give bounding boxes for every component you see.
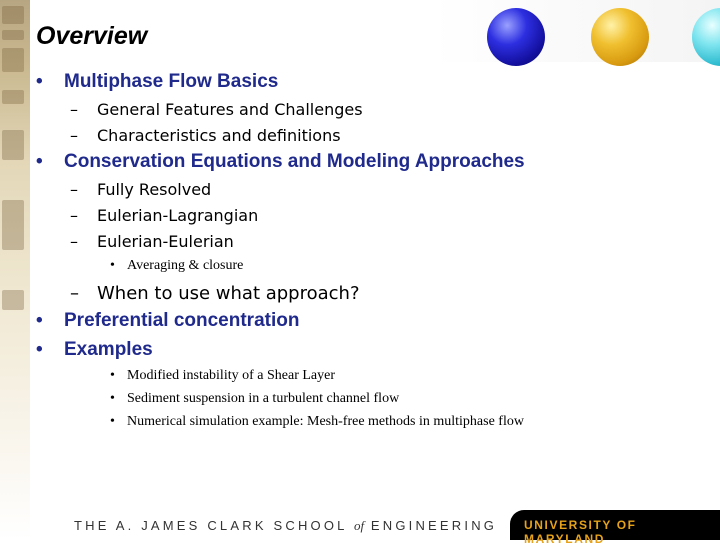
bullet-text: Conservation Equations and Modeling Approaches <box>64 151 525 172</box>
dash-icon: – <box>70 232 78 251</box>
circuit-decoration <box>2 290 24 310</box>
slide-title: Overview <box>36 22 148 50</box>
sub-bullet-item <box>70 283 670 305</box>
decorative-left-strip <box>0 0 30 540</box>
bullet-item <box>36 310 636 334</box>
bullet-icon: • <box>110 258 115 273</box>
sub-sub-bullet-text: Sediment suspension in a turbulent channel flow <box>127 391 400 406</box>
sub-sub-bullet-item <box>110 391 670 409</box>
sub-sub-bullet-item <box>110 258 670 276</box>
cyan-sphere-icon <box>692 8 720 66</box>
dash-icon: – <box>70 180 78 199</box>
sub-bullet-text: Characteristics and definitions <box>97 126 341 145</box>
circuit-decoration <box>2 6 24 24</box>
sub-sub-bullet-item <box>110 414 700 432</box>
footer <box>0 510 720 546</box>
bullet-item <box>36 339 636 363</box>
circuit-decoration <box>2 130 24 160</box>
sub-bullet-item <box>70 100 670 120</box>
dash-icon: – <box>70 100 78 119</box>
circuit-decoration <box>2 48 24 72</box>
dash-icon: – <box>70 206 78 225</box>
bullet-text: Preferential concentration <box>64 310 300 331</box>
circuit-decoration <box>2 200 24 250</box>
bullet-icon: • <box>36 310 43 331</box>
dash-icon: – <box>70 283 79 304</box>
bullet-icon: • <box>36 339 43 360</box>
gold-sphere-icon <box>591 8 649 66</box>
bullet-item <box>36 151 676 175</box>
school-name-of: of <box>353 518 365 533</box>
bullet-icon: • <box>36 71 43 92</box>
school-name-suffix: ENGINEERING <box>370 518 498 533</box>
sub-sub-bullet-text: Numerical simulation example: Mesh-free methods in multiphase flow <box>127 414 524 429</box>
bullet-text: Examples <box>64 339 153 360</box>
bullet-icon: • <box>110 391 115 406</box>
decorative-spheres <box>480 8 720 70</box>
bullet-icon: • <box>36 151 43 172</box>
sub-bullet-text: Eulerian-Eulerian <box>97 232 234 251</box>
sub-sub-bullet-item <box>110 368 670 386</box>
sub-bullet-item <box>70 206 670 226</box>
sub-sub-bullet-text: Averaging & closure <box>127 258 244 273</box>
university-name: UNIVERSITY OF MARYLAND <box>524 518 637 546</box>
sub-bullet-text: General Features and Challenges <box>97 100 363 119</box>
dash-icon: – <box>70 126 78 145</box>
bullet-icon: • <box>110 414 115 429</box>
sub-bullet-text: Eulerian-Lagrangian <box>97 206 259 225</box>
bullet-text: Multiphase Flow Basics <box>64 71 279 92</box>
sub-bullet-text: Fully Resolved <box>97 180 212 199</box>
university-band <box>510 510 720 546</box>
sub-bullet-item <box>70 126 670 146</box>
school-name-prefix: THE A. JAMES CLARK SCHOOL <box>74 518 348 533</box>
circuit-decoration <box>2 90 24 104</box>
school-name <box>74 518 497 534</box>
circuit-decoration <box>2 30 24 40</box>
sub-bullet-item <box>70 232 670 252</box>
sub-bullet-text: When to use what approach? <box>97 283 360 304</box>
bullet-item <box>36 71 636 95</box>
bullet-icon: • <box>110 368 115 383</box>
sub-bullet-item <box>70 180 670 200</box>
blue-sphere-icon <box>487 8 545 66</box>
sub-sub-bullet-text: Modified instability of a Shear Layer <box>127 368 335 383</box>
